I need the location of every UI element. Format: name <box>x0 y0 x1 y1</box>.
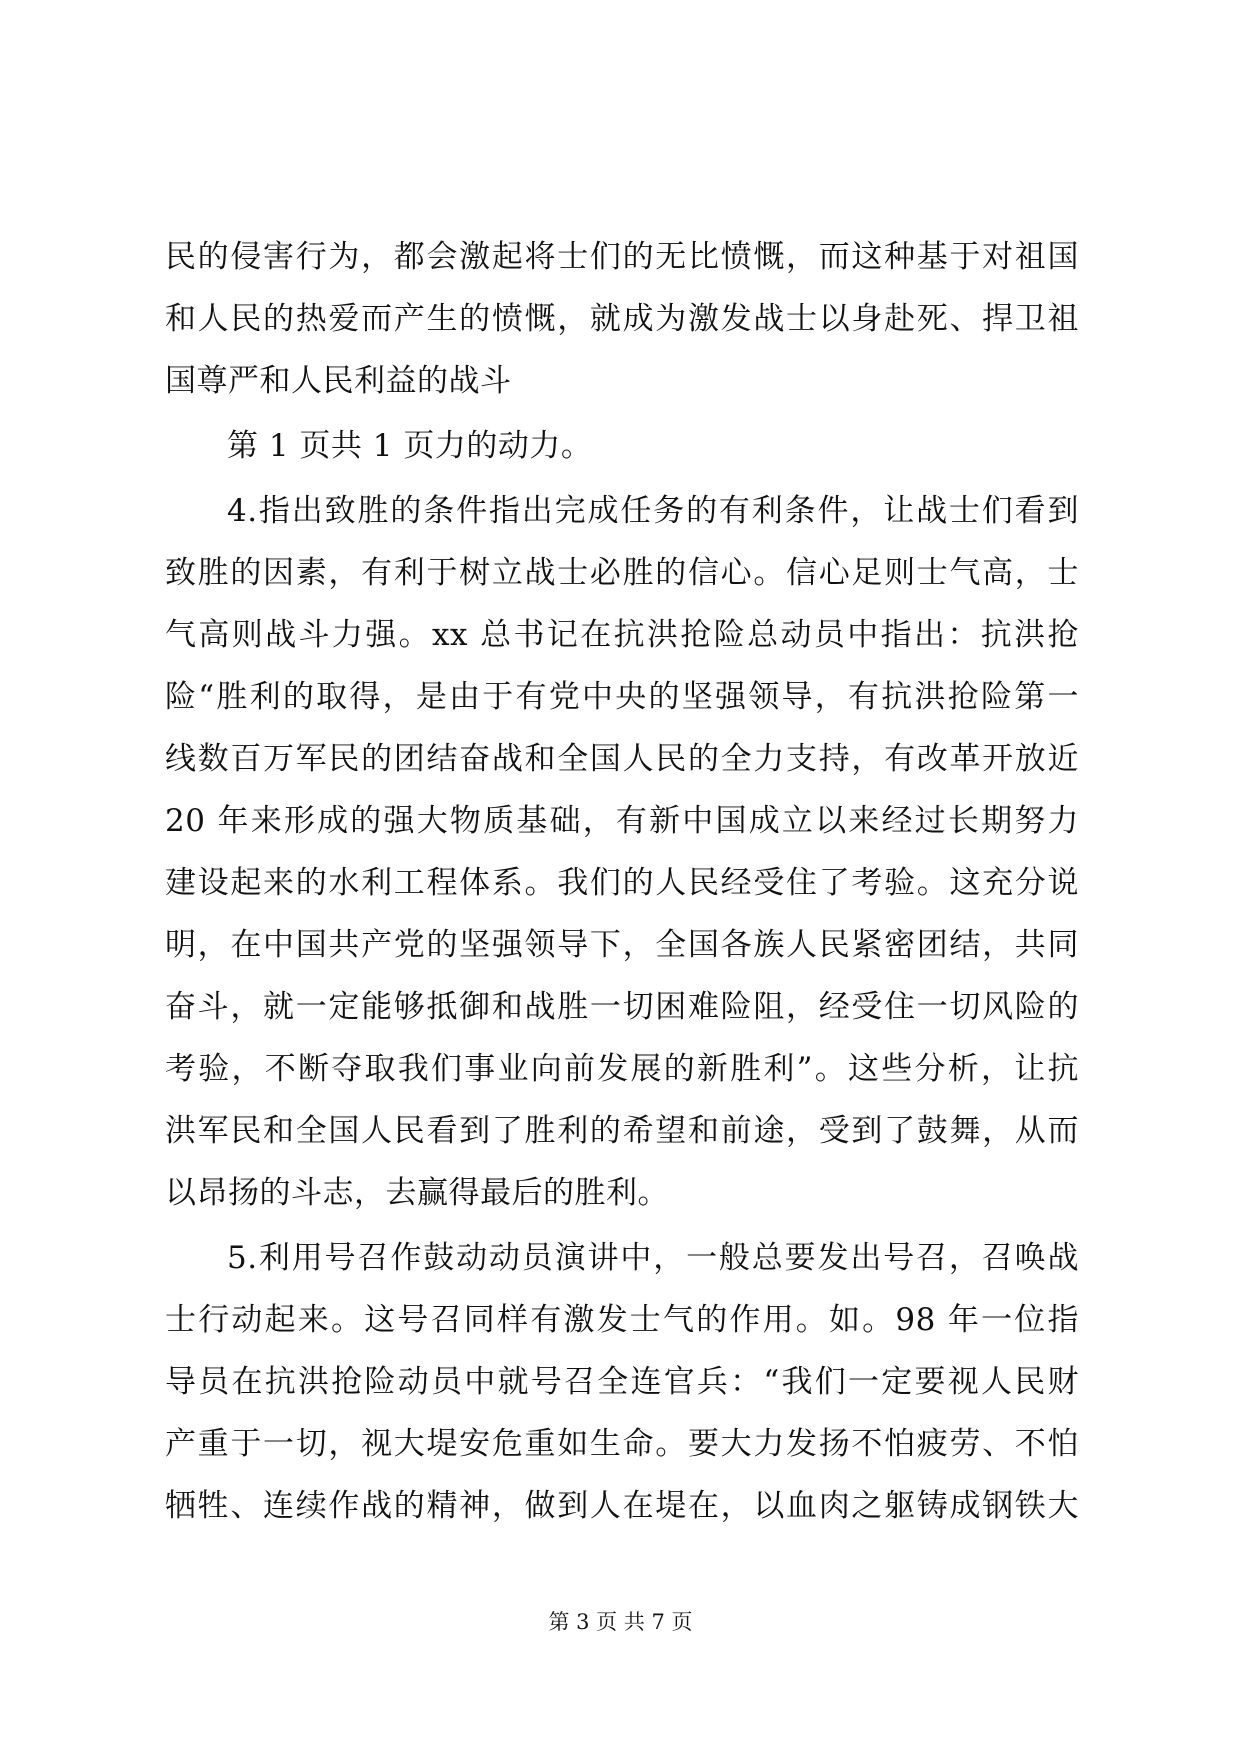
text-line: 致胜的因素，有利于树立战士必胜的信心。信心足则士气高，士 <box>165 555 1079 591</box>
text-line: 线数百万军民的团结奋战和全国人民的全力支持，有改革开放近 <box>165 741 1079 777</box>
text-line: 5.利用号召作鼓动动员演讲中，一般总要发出号召，召唤战 <box>227 1240 1079 1276</box>
text-line: 考验，不断夺取我们事业向前发展的新胜利”。这些分析，让抗 <box>165 1051 1079 1087</box>
text-line: 导员在抗洪抢险动员中就号召全连官兵：“我们一定要视人民财 <box>165 1364 1079 1400</box>
text-line: 牺牲、连续作战的精神，做到人在堤在，以血肉之躯铸成钢铁大 <box>165 1488 1079 1524</box>
page-footer <box>0 1607 1241 1637</box>
text-line: 国尊严和人民利益的战斗 <box>165 363 512 399</box>
page-number-label: 第 3 页 共 7 页 <box>548 1610 693 1634</box>
text-line: 和人民的热爱而产生的愤慨，就成为激发战士以身赴死、捍卫祖 <box>165 301 1079 337</box>
text-line: 以昂扬的斗志，去赢得最后的胜利。 <box>165 1175 669 1211</box>
text-line: 险“胜利的取得，是由于有党中央的坚强领导，有抗洪抢险第一 <box>165 679 1079 715</box>
text-line: 建设起来的水利工程体系。我们的人民经受住了考验。这充分说 <box>165 865 1079 901</box>
text-line: 20 年来形成的强大物质基础，有新中国成立以来经过长期努力 <box>165 803 1079 839</box>
text-line: 士行动起来。这号召同样有激发士气的作用。如。98 年一位指 <box>165 1302 1079 1338</box>
body-text <box>165 226 1079 1537</box>
text-line: 气高则战斗力强。xx 总书记在抗洪抢险总动员中指出：抗洪抢 <box>165 617 1079 653</box>
text-line: 产重于一切，视大堤安危重如生命。要大力发扬不怕疲劳、不怕 <box>165 1426 1079 1462</box>
text-line: 奋斗，就一定能够抵御和战胜一切困难险阻，经受住一切风险的 <box>165 989 1079 1025</box>
text-line: 第 1 页共 1 页力的动力。 <box>227 428 593 464</box>
text-line: 明，在中国共产党的坚强领导下，全国各族人民紧密团结，共同 <box>165 927 1079 963</box>
text-line: 民的侵害行为，都会激起将士们的无比愤慨，而这种基于对祖国 <box>165 239 1079 275</box>
text-line: 洪军民和全国人民看到了胜利的希望和前途，受到了鼓舞，从而 <box>165 1113 1079 1149</box>
text-line: 4.指出致胜的条件指出完成任务的有利条件，让战士们看到 <box>227 493 1079 529</box>
